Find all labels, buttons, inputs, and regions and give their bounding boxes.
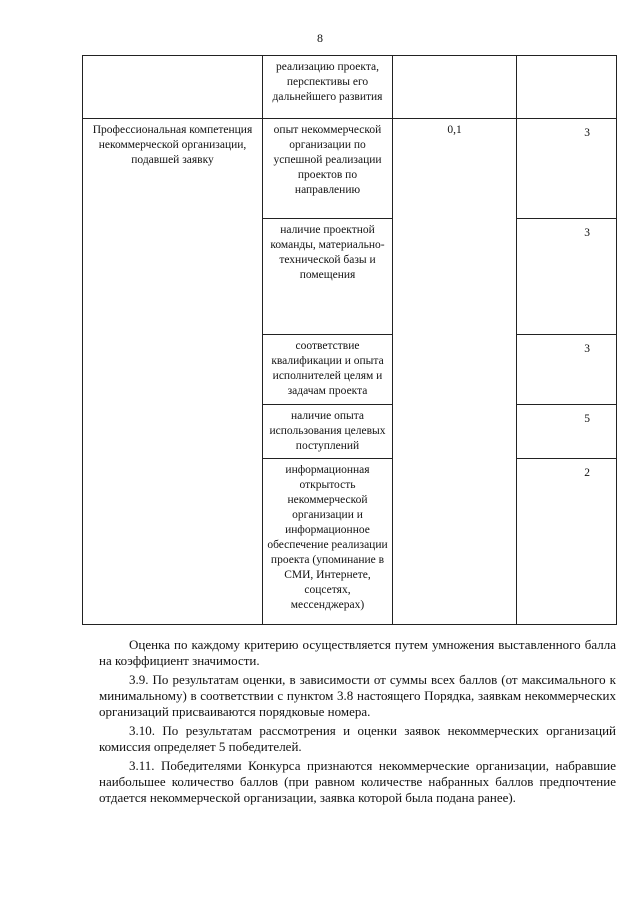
criterion-cell: опыт некоммерческой организации по успешной реализации проектов по направлению (263, 119, 393, 219)
table-row (83, 56, 617, 119)
table-cell-empty (393, 56, 517, 119)
coefficient-cell: 0,1 (393, 119, 517, 625)
score-cell: 3 (517, 219, 617, 335)
score-cell: 2 (517, 459, 617, 625)
criterion-cell: соответствие квалификации и опыта исполнителей целям и задачам проекта (263, 335, 393, 405)
paragraph: Оценка по каждому критерию осуществляется путем умножения выставленного балла на коэффициент значимости. (99, 637, 616, 668)
criterion-cell: информационная открытость некоммерческой организации и информационное обеспечение реализации проекта (упоминание в СМИ, Интернете, соцсетях, мессенджерах) (263, 459, 393, 625)
score-cell: 3 (517, 119, 617, 219)
paragraph: 3.10. По результатам рассмотрения и оценки заявок некоммерческих организаций комиссия определяет 5 победителей. (99, 723, 616, 754)
score-cell: 5 (517, 405, 617, 459)
paragraph: 3.9. По результатам оценки, в зависимости от суммы всех баллов (от максимального к минимальному) в соответствии с пунктом 3.8 настоящего Порядка, заявкам некоммерческих организаций присваиваются порядковые номера. (99, 672, 616, 719)
page-number: 8 (317, 31, 323, 45)
table-cell-empty (83, 56, 263, 119)
paragraph: 3.11. Победителями Конкурса признаются некоммерческие организации, набравшие наибольшее количество баллов (при равном количестве набранных баллов предпочтение отдается некоммерческой организации, заявка которой была подана ранее). (99, 758, 616, 805)
table-cell-empty (517, 56, 617, 119)
body-text (99, 637, 616, 809)
criterion-cell: реализацию проекта, перспективы его дальнейшего развития (263, 56, 393, 119)
criterion-cell: наличие проектной команды, материально-технической базы и помещения (263, 219, 393, 335)
criterion-cell: наличие опыта использования целевых поступлений (263, 405, 393, 459)
score-cell: 3 (517, 335, 617, 405)
criterion-group-name: Профессиональная компетенция некоммерческой организации, подавшей заявку (83, 119, 263, 625)
table-row (83, 119, 617, 219)
criteria-table (82, 55, 617, 625)
